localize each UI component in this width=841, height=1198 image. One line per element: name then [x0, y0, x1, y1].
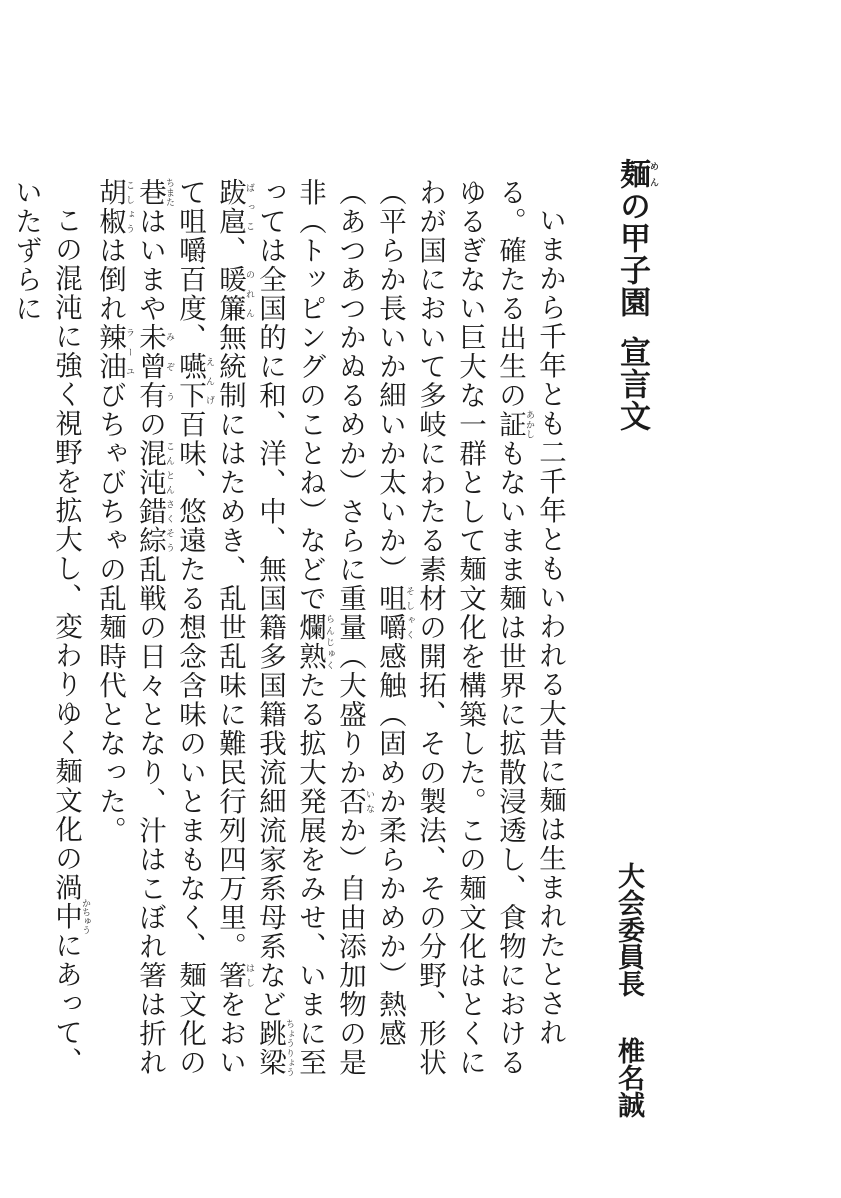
- ruby-word: [374, 584, 414, 642]
- title-main-ruby: めん: [648, 158, 658, 190]
- body-text: [10, 178, 570, 1098]
- title-main-rest: の甲子園: [614, 190, 650, 318]
- text-run: たる拡大発展をみせ、いまに至っては全国的に和、洋、中、無国籍多国籍我流細流家系母系など: [254, 178, 326, 1077]
- ruby-word: [94, 178, 134, 236]
- author-name: 椎名誠: [613, 1037, 644, 1118]
- ruby-base: 跳梁跋扈: [214, 178, 286, 1077]
- author-role: 大会委員長: [613, 862, 644, 997]
- ruby-reading: そしゃく: [404, 584, 414, 642]
- title-main-base: 麺: [614, 158, 650, 190]
- ruby-base: 巷: [134, 178, 166, 207]
- ruby-word: [334, 787, 374, 816]
- ruby-reading: ちょうりょうばっこ: [244, 178, 294, 1077]
- title-sub: 宣言文: [614, 336, 650, 432]
- ruby-base: 中: [50, 898, 82, 934]
- text-run: 、: [214, 236, 246, 265]
- ruby-base: 咀嚼: [374, 584, 406, 642]
- title-ruby: [614, 158, 658, 190]
- ruby-word: [94, 323, 134, 381]
- ruby-word: [174, 352, 214, 410]
- text-run: 感触（固めか柔らかめか）熱感（あつあつかぬるめか）さらに重量（大盛りか: [334, 178, 406, 1048]
- paragraph: [6, 178, 90, 1098]
- text-run: 百味、悠遠たる想念含味のいとまもなく、麺文化の: [174, 410, 206, 1077]
- ruby-word: [214, 265, 254, 323]
- ruby-reading: みぞう: [164, 323, 174, 410]
- ruby-reading: こんとんさくそう: [164, 439, 174, 555]
- text-run: か）自由添加物の是非（トッピングのことね）などで: [294, 178, 366, 1077]
- ruby-base: 嚥下: [174, 352, 206, 410]
- ruby-reading: のれん: [244, 265, 254, 323]
- ruby-word: [134, 323, 174, 410]
- ruby-reading: ちまた: [164, 178, 174, 207]
- text-run: この混沌に強く視野を拡大し、変わりゆく麺文化の渦: [50, 205, 82, 902]
- ruby-word: [134, 439, 174, 555]
- text-run: もないまま麺は世界に拡散浸透し、食物におけるゆるぎない巨大な一群として麺文化を構築した。この麺文化はとくにわが国において多岐にわたる素材の開拓、その製法、その分野、形状（平らか長いか細いか太いか）: [374, 178, 526, 1077]
- ruby-word: [50, 898, 90, 934]
- author-block: [610, 862, 646, 1118]
- text-run: いまから千年とも二千年ともいわれる大昔に麺は生まれたとされる。確たる出生の: [494, 178, 566, 1047]
- ruby-reading: こしょう: [124, 178, 134, 236]
- text-run: をおいて咀嚼百度、: [174, 178, 246, 1077]
- ruby-base: 辣油: [94, 323, 126, 381]
- ruby-reading: えんげ: [204, 352, 214, 410]
- text-run: はいまや: [134, 207, 166, 323]
- text-run: は倒れ: [94, 236, 126, 323]
- ruby-word: [214, 961, 254, 990]
- ruby-base: 混沌錯綜: [134, 439, 166, 555]
- ruby-reading: ラーユ: [124, 323, 134, 381]
- ruby-reading: らんじゅく: [324, 613, 334, 671]
- ruby-reading: いな: [364, 787, 374, 816]
- text-run: にあって、いたずらに: [10, 178, 82, 1076]
- text-run: 乱戦の日々となり、汁はこぼれ箸は折れ: [134, 555, 166, 1077]
- ruby-reading: あかし: [524, 410, 534, 439]
- ruby-word: [134, 178, 174, 207]
- ruby-base: 否: [334, 787, 366, 816]
- ruby-reading: かちゅう: [80, 898, 90, 934]
- page-title: [612, 158, 658, 458]
- paragraph: [90, 178, 570, 1098]
- ruby-base: 爛熟: [294, 613, 326, 671]
- ruby-base: 暖簾: [214, 265, 246, 323]
- ruby-base: 胡椒: [94, 178, 126, 236]
- text-run: びちゃびちゃの乱麺時代となった。: [94, 381, 126, 845]
- ruby-base: 箸: [214, 961, 246, 990]
- ruby-base: 未曾有: [134, 323, 166, 410]
- ruby-reading: はし: [244, 961, 254, 990]
- ruby-word: [494, 410, 534, 439]
- text-run: の: [134, 410, 166, 439]
- text-run: 無統制にはためき、乱世乱味に難民行列四万里。: [214, 323, 246, 961]
- ruby-base: 証: [494, 410, 526, 439]
- ruby-word: [294, 613, 334, 671]
